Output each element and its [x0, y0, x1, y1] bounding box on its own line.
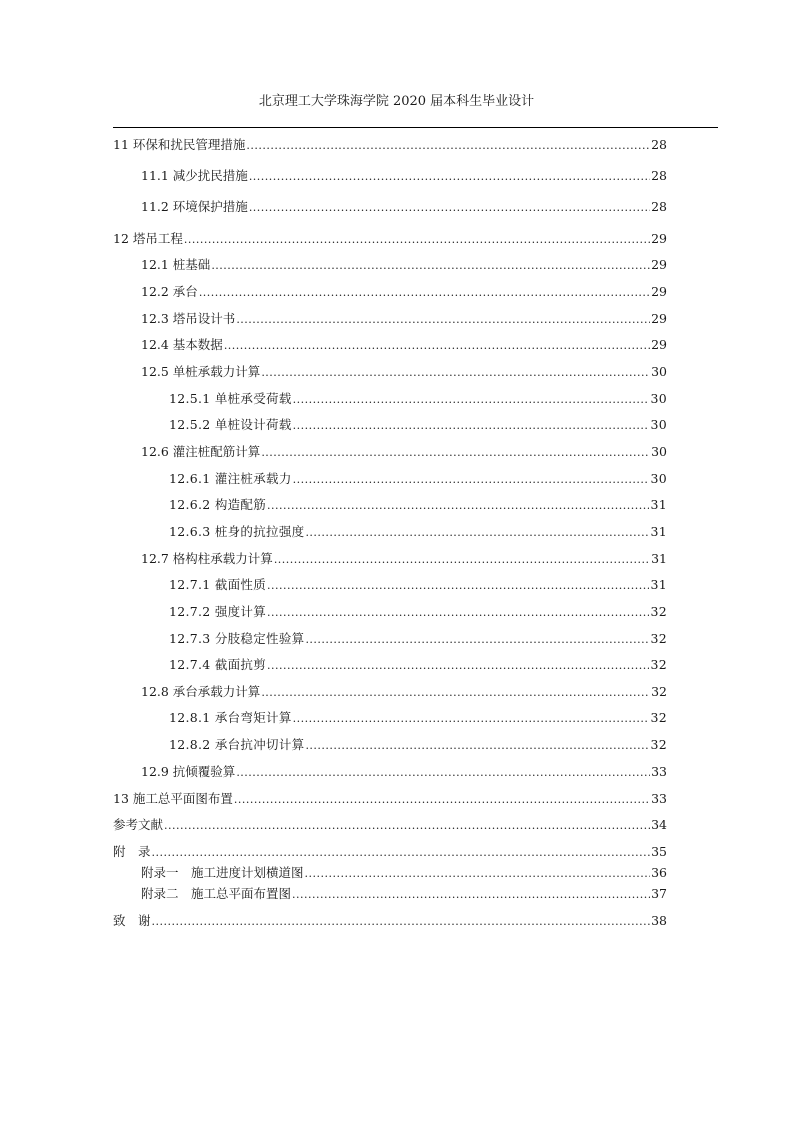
toc-entry-12-9[interactable] [141, 763, 667, 781]
toc-entry-references[interactable] [113, 816, 667, 834]
toc-page-number: 36 [651, 865, 667, 880]
toc-page-number: 32 [651, 684, 667, 699]
toc-page-number: 32 [650, 631, 667, 646]
toc-leader-dots [152, 913, 651, 931]
toc-entry-11-1[interactable] [141, 167, 667, 185]
toc-page-number: 31 [650, 577, 667, 592]
toc-page-number: 33 [651, 791, 667, 806]
toc-leader-dots [305, 524, 649, 542]
toc-entry-12-5-1[interactable] [169, 390, 667, 408]
toc-page-number: 29 [651, 257, 667, 272]
toc-page-number: 31 [651, 551, 667, 566]
toc-entry-title: 12.2 承台 [141, 284, 198, 299]
toc-entry-title: 12.5.2 单桩设计荷载 [169, 417, 292, 432]
toc-leader-dots [224, 337, 650, 355]
toc-leader-dots [292, 886, 650, 904]
toc-leader-dots [249, 199, 650, 217]
toc-leader-dots [293, 391, 650, 409]
toc-page-number: 29 [651, 337, 667, 352]
toc-entry-12-4[interactable] [141, 336, 667, 354]
toc-leader-dots [261, 364, 650, 382]
toc-page-number: 37 [651, 886, 667, 901]
toc-leader-dots [305, 865, 651, 883]
toc-entry-12-6-3[interactable] [169, 523, 667, 541]
toc-page-number: 35 [651, 844, 667, 859]
toc-leader-dots [293, 710, 650, 728]
toc-leader-dots [234, 791, 650, 809]
toc-entry-title: 11 环保和扰民管理措施 [113, 137, 246, 152]
toc-page-number: 33 [651, 764, 667, 779]
toc-entry-title: 12.6 灌注桩配筋计算 [141, 444, 261, 459]
toc-entry-title: 12.5.1 单桩承受荷载 [169, 391, 292, 406]
toc-entry-12-8[interactable] [141, 683, 667, 701]
toc-leader-dots [152, 844, 651, 862]
toc-page-number: 28 [651, 199, 667, 214]
toc-page-number: 30 [651, 364, 667, 379]
toc-entry-title: 12.9 抗倾覆验算 [141, 764, 236, 779]
toc-leader-dots [236, 764, 650, 782]
toc-entry-title: 12.8 承台承载力计算 [141, 684, 261, 699]
toc-page-number: 32 [650, 657, 667, 672]
toc-leader-dots [199, 284, 650, 302]
toc-entry-acknowledgements[interactable] [113, 912, 667, 930]
toc-page-number: 30 [650, 417, 667, 432]
toc-page-number: 29 [651, 284, 667, 299]
toc-entry-title: 12 塔吊工程 [113, 231, 183, 246]
toc-entry-title: 12.4 基本数据 [141, 337, 223, 352]
toc-entry-12-7-4[interactable] [169, 656, 667, 674]
toc-entry-title: 12.8.1 承台弯矩计算 [169, 710, 292, 725]
toc-entry-12-2[interactable] [141, 283, 667, 301]
toc-page-number: 38 [651, 913, 667, 928]
toc-leader-dots [267, 657, 649, 675]
toc-leader-dots [293, 471, 650, 489]
toc-entry-13[interactable] [113, 790, 667, 808]
toc-page-number: 30 [650, 391, 667, 406]
toc-page-number: 34 [651, 817, 667, 832]
toc-leader-dots [261, 684, 650, 702]
toc-entry-appendix-1[interactable] [141, 864, 667, 882]
toc-entry-12-8-2[interactable] [169, 736, 667, 754]
toc-leader-dots [267, 497, 649, 515]
toc-entry-12-7-1[interactable] [169, 576, 667, 594]
toc-page-number: 32 [650, 710, 667, 725]
toc-entry-12-5-2[interactable] [169, 416, 667, 434]
toc-entry-title: 12.7.3 分肢稳定性验算 [169, 631, 305, 646]
toc-entry-appendix[interactable] [113, 843, 667, 861]
toc-entry-12-6-1[interactable] [169, 470, 667, 488]
toc-entry-12-5[interactable] [141, 363, 667, 381]
toc-leader-dots [164, 817, 650, 835]
toc-page-number: 29 [651, 231, 667, 246]
toc-entry-title: 12.3 塔吊设计书 [141, 311, 236, 326]
toc-entry-title: 12.5 单桩承载力计算 [141, 364, 261, 379]
toc-leader-dots [211, 257, 650, 275]
toc-entry-title: 11.1 减少扰民措施 [141, 168, 248, 183]
toc-page-number: 32 [650, 737, 667, 752]
toc-entry-title: 附录一 施工进度计划横道图 [141, 865, 304, 880]
toc-entry-title: 附 录 [113, 844, 151, 859]
toc-entry-title: 12.6.2 构造配筋 [169, 497, 267, 512]
toc-entry-title: 12.6.1 灌注桩承载力 [169, 471, 292, 486]
toc-page-number: 30 [650, 471, 667, 486]
toc-entry-title: 12.7.2 强度计算 [169, 604, 267, 619]
toc-entry-12-7-2[interactable] [169, 603, 667, 621]
toc-page-number: 30 [651, 444, 667, 459]
toc-page-number: 32 [650, 604, 667, 619]
toc-page-number: 28 [651, 137, 667, 152]
toc-entry-title: 12.6.3 桩身的抗拉强度 [169, 524, 305, 539]
toc-entry-11-2[interactable] [141, 198, 667, 216]
toc-entry-12-1[interactable] [141, 256, 667, 274]
toc-entry-title: 致 谢 [113, 913, 151, 928]
toc-leader-dots [267, 577, 649, 595]
toc-leader-dots [305, 631, 649, 649]
toc-leader-dots [261, 444, 650, 462]
toc-leader-dots [305, 737, 649, 755]
toc-entry-12-8-1[interactable] [169, 709, 667, 727]
toc-leader-dots [274, 551, 650, 569]
toc-leader-dots [246, 137, 650, 155]
toc-page-number: 31 [650, 524, 667, 539]
toc-entry-title: 13 施工总平面图布置 [113, 791, 233, 806]
toc-page-number: 29 [651, 311, 667, 326]
toc-entry-12[interactable] [113, 230, 667, 248]
toc-entry-12-7[interactable] [141, 550, 667, 568]
toc-entry-12-7-3[interactable] [169, 630, 667, 648]
toc-entry-title: 12.1 桩基础 [141, 257, 211, 272]
toc-leader-dots [184, 231, 650, 249]
toc-leader-dots [267, 604, 649, 622]
page-header: 北京理工大学珠海学院 2020 届本科生毕业设计 [258, 94, 535, 109]
toc-entry-title: 11.2 环境保护措施 [141, 199, 248, 214]
toc-entry-11[interactable] [113, 136, 667, 154]
toc-entry-title: 12.7.4 截面抗剪 [169, 657, 267, 672]
toc-entry-12-3[interactable] [141, 310, 667, 328]
toc-entry-title: 12.8.2 承台抗冲切计算 [169, 737, 305, 752]
toc-entry-title: 参考文献 [113, 817, 164, 832]
toc-leader-dots [249, 168, 650, 186]
toc-entry-appendix-2[interactable] [141, 885, 667, 903]
toc-entry-12-6-2[interactable] [169, 496, 667, 514]
toc-leader-dots [293, 417, 650, 435]
toc-page-number: 31 [650, 497, 667, 512]
toc-entry-title: 12.7.1 截面性质 [169, 577, 267, 592]
toc-entry-title: 12.7 格构柱承载力计算 [141, 551, 273, 566]
toc-leader-dots [236, 311, 650, 329]
toc-entry-12-6[interactable] [141, 443, 667, 461]
toc-page-number: 28 [651, 168, 667, 183]
toc-entry-title: 附录二 施工总平面布置图 [141, 886, 292, 901]
